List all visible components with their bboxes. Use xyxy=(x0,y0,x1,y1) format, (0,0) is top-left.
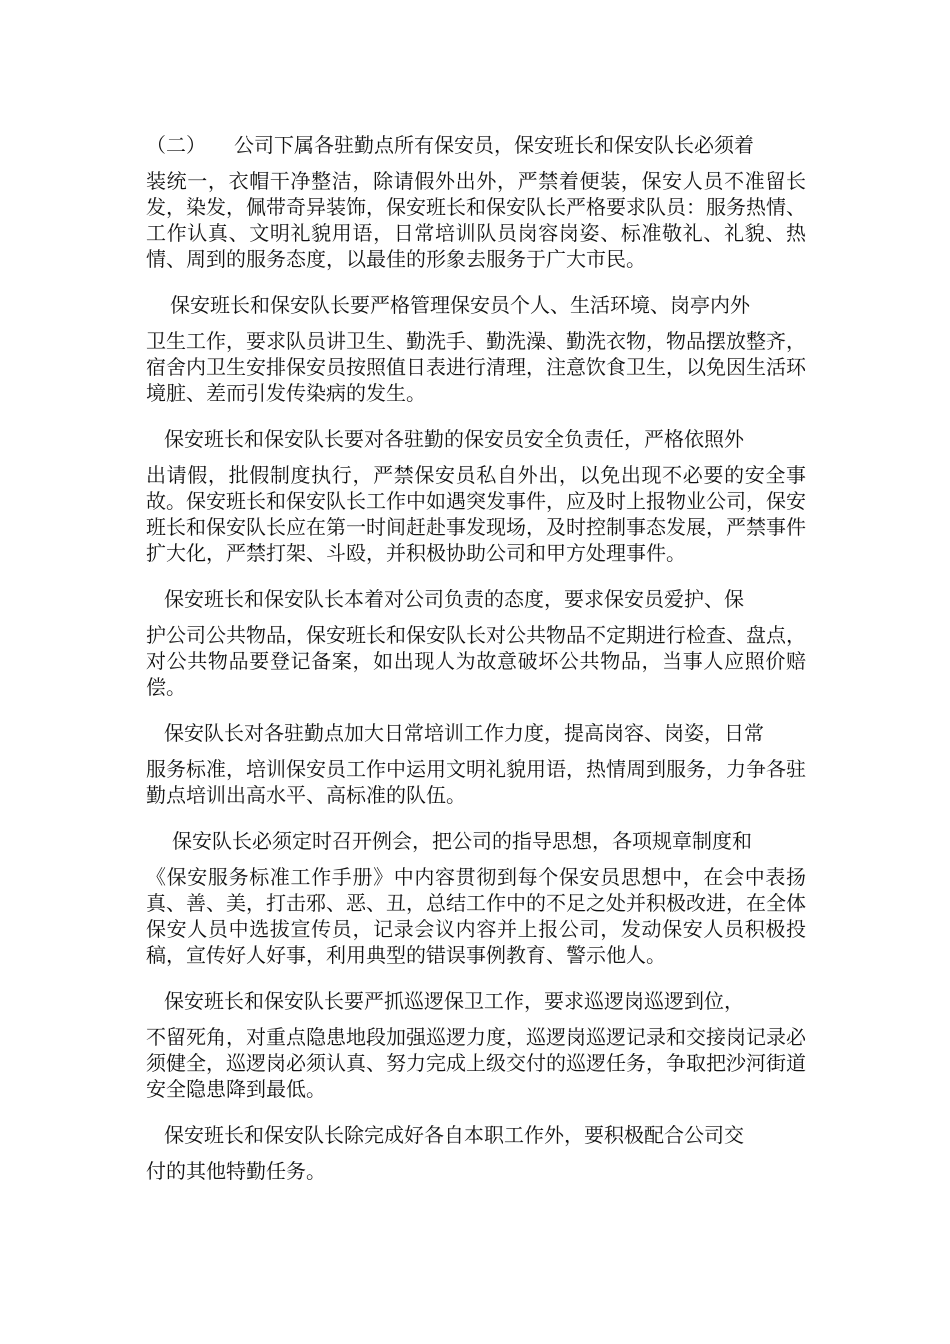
paragraph-training xyxy=(146,720,806,808)
paragraph-first-line: 保安队长必须定时召开例会，把公司的指导思想，各项规章制度和 xyxy=(172,829,752,853)
paragraph-patrol xyxy=(146,988,806,1102)
section-label: （二） xyxy=(146,133,206,157)
paragraph-first-line-text: 公司下属各驻勤点所有保安员，保安班长和保安队长必须着 xyxy=(234,133,754,157)
paragraph-text: 卫生工作，要求队员讲卫生、勤洗手、勤洗澡、勤洗衣物，物品摆放整齐，宿舍内卫生安排保安员按照值日表进行清理，注意饮食卫生，以免因生活环境脏、差而引发传染病的发生。 xyxy=(146,329,806,405)
paragraph-first-line: 保安班长和保安队长除完成好各自本职工作外，要积极配合公司交 xyxy=(164,1123,744,1147)
paragraph-text: 服务标准，培训保安员工作中运用文明礼貌用语，热情周到服务，力争各驻勤点培训出高水平、高标准的队伍。 xyxy=(146,757,806,807)
paragraph-first-line xyxy=(146,132,806,158)
paragraph-text: 《保安服务标准工作手册》中内容贯彻到每个保安员思想中，在会中表扬真、善、美，打击邪、恶、丑，总结工作中的不足之处并积极改进，在全体保安人员中选拔宣传员，记录会议内容并上报公司，发动保安人员积极投稿，宣传好人好事，利用典型的错误事例教育、警示他人。 xyxy=(146,865,806,967)
paragraph-text: 装统一，衣帽干净整洁，除请假外出外，严禁着便装，保安人员不准留长发，染发，佩带奇异装饰，保安班长和保安队长严格要求队员：服务热情、工作认真、文明礼貌用语，日常培训队员岗容岗姿、标准敬礼、礼貌、热情、周到的服务态度，以最佳的形象去服务于广大市民。 xyxy=(146,169,806,271)
paragraph-first-line: 保安班长和保安队长要严抓巡逻保卫工作，要求巡逻岗巡逻到位， xyxy=(164,989,744,1013)
paragraph-public-property xyxy=(146,586,806,700)
paragraph-first-line: 保安班长和保安队长要严格管理保安员个人、生活环境、岗亭内外 xyxy=(170,293,750,317)
paragraph-first-line: 保安班长和保安队长要对各驻勤的保安员安全负责任，严格依照外 xyxy=(164,427,744,451)
paragraph-safety xyxy=(146,426,806,566)
paragraph-text: 付的其他特勤任务。 xyxy=(146,1159,326,1183)
document-body xyxy=(146,132,806,1204)
paragraph-text: 不留死角，对重点隐患地段加强巡逻力度，巡逻岗巡逻记录和交接岗记录必须健全，巡逻岗必须认真、努力完成上级交付的巡逻任务，争取把沙河街道安全隐患降到最低。 xyxy=(146,1025,806,1101)
paragraph-text: 护公司公共物品，保安班长和保安队长对公共物品不定期进行检查、盘点，对公共物品要登记备案，如出现人为故意破坏公共物品，当事人应照价赔偿。 xyxy=(146,623,806,699)
paragraph-first-line: 保安队长对各驻勤点加大日常培训工作力度，提高岗容、岗姿，日常 xyxy=(164,721,764,745)
paragraph-first-line: 保安班长和保安队长本着对公司负责的态度，要求保安员爱护、保 xyxy=(164,587,744,611)
paragraph-meetings xyxy=(146,828,806,968)
paragraph-text: 出请假，批假制度执行，严禁保安员私自外出，以免出现不必要的安全事故。保安班长和保安队长工作中如遇突发事件，应及时上报物业公司，保安班长和保安队长应在第一时间赶赴事发现场，及时控制事态发展，严禁事件扩大化，严禁打架、斗殴，并积极协助公司和甲方处理事件。 xyxy=(146,463,806,565)
paragraph-dress-code xyxy=(146,132,806,272)
paragraph-special-duty xyxy=(146,1122,806,1184)
paragraph-hygiene xyxy=(146,292,806,406)
